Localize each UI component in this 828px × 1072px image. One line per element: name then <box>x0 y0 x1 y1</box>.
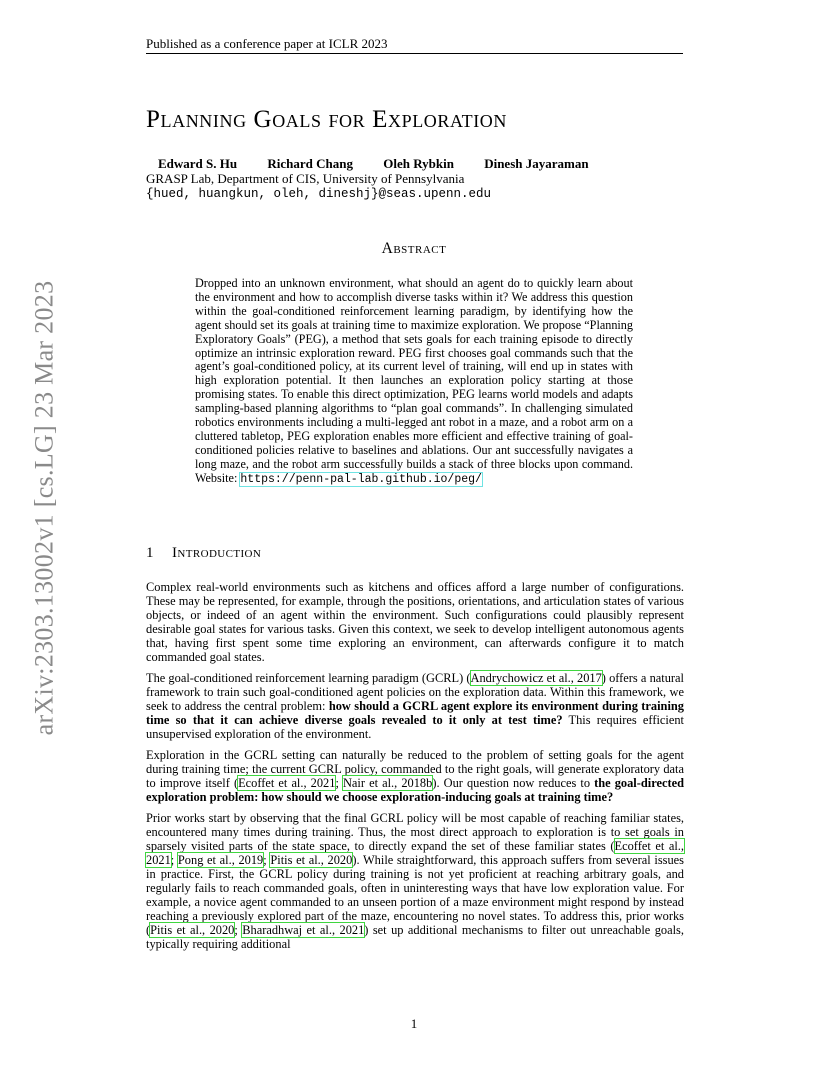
citation-separator: ; <box>335 776 343 790</box>
paragraph-text: ). While straightforward, this approach suffers from several issues in practice. First, the GCRL policy during training is not yet proficient at reaching arbitrary goals, and regularly fails to reach commanded goals, often in uninteresting ways that have low exploration value. For example, a novice agent commanded to an unseen portion of a maze environment might respond by instead reaching a previously explored part of the maze, encountering no novel states. To address this, prior works ( <box>146 853 685 937</box>
paper-title: Planning Goals for Exploration <box>146 106 507 133</box>
paragraph-text: ). Our question now reduces to <box>432 776 595 790</box>
introduction-body <box>146 580 684 958</box>
emphasis-text: how should a GCRL agent explore its environment during training time so that it can achieve diverse goals revealed to it only at test time? <box>146 699 684 727</box>
citation-separator: ; <box>234 923 243 937</box>
paragraph-text: This requires efficient unsupervised exploration of the environment. <box>146 713 684 741</box>
citation-link[interactable]: Pong et al., 2019 <box>177 853 264 867</box>
paragraph-text: Complex real-world environments such as kitchens and offices afford a large number of configurations. These may be represented, for example, through the positions, orientations, and articulation states of various objects, or indeed of an agent within the environment. Such configurations could plausibly represent desirable goal states for various tasks. Given this context, we seek to develop intelligent autonomous agents that, having first spent some time exploring an environment, can afterwards configure it to match commanded goal states. <box>146 580 684 664</box>
abstract-text: Dropped into an unknown environment, what should an agent do to quickly learn about the environment and how to accomplish diverse tasks within it? We address this question within the goal-conditioned reinforcement learning paradigm, by identifying how the agent should set its goals at training time to maximize exploration. We propose “Planning Exploratory Goals” (PEG), a method that sets goals for each training episode to directly optimize an intrinsic exploration reward. PEG first chooses goal commands such that the agent’s goal-conditioned policy, at its current level of training, will end up in states with high exploration potential. It then launches an exploration policy starting at those promising states. To enable this direct optimization, PEG learns world models and adapts sampling-based planning algorithms to “plan goal commands”. In challenging simulated robotics environments including a multi-legged ant robot in a maze, and a robot arm on a cluttered tabletop, PEG exploration enables more efficient and effective training of goal-conditioned policies relative to baselines and ablations. Our ant successfully navigates a long maze, and the robot arm successfully builds a stack of three blocks upon command. Website: <box>195 276 633 485</box>
paragraph <box>146 580 684 664</box>
running-header: Published as a conference paper at ICLR 2023 <box>146 36 388 51</box>
paragraph-text: Prior works start by observing that the final GCRL policy will be most capable of reaching familiar states, encountered many times during training. Thus, the most direct approach to exploration is to set goals in sparsely visited parts of the state space, to directly expand the set of these familiar states ( <box>146 811 684 853</box>
author-name: Dinesh Jayaraman <box>484 156 589 171</box>
affiliation: GRASP Lab, Department of CIS, University of Pennsylvania <box>146 171 465 186</box>
paragraph <box>146 748 684 804</box>
author-emails: {hued, huangkun, oleh, dineshj}@seas.upenn.edu <box>146 187 492 201</box>
citation-link[interactable]: Nair et al., 2018b <box>342 776 433 790</box>
citation-separator: ; <box>170 853 178 867</box>
citation-link[interactable]: Ecoffet et al., 2021 <box>238 776 336 790</box>
author-name: Richard Chang <box>267 156 353 171</box>
citation-link[interactable]: Andrychowicz et al., 2017 <box>470 671 602 685</box>
emphasis-text: the goal-directed exploration problem: how should we choose exploration-inducing goals at training time? <box>146 776 685 804</box>
author-name: Oleh Rybkin <box>383 156 454 171</box>
author-list <box>158 156 616 172</box>
section-number: 1 <box>146 545 154 561</box>
citation-link[interactable]: Pitis et al., 2020 <box>270 853 353 867</box>
page-number: 1 <box>410 1016 418 1031</box>
citation-link[interactable]: Ecoffet et al., 2021 <box>146 839 684 867</box>
arxiv-stamp-text: arXiv:2303.13002v1 [cs.LG] 23 Mar 2023 <box>29 280 58 736</box>
paragraph-text: The goal-conditioned reinforcement learning paradigm (GCRL) ( <box>146 671 471 685</box>
citation-link[interactable]: Bharadhwaj et al., 2021 <box>242 923 365 937</box>
section-heading <box>146 545 261 562</box>
paragraph-text: ) set up additional mechanisms to filter out unreachable goals, typically requiring additional <box>146 923 684 951</box>
citation-separator: ; <box>263 853 271 867</box>
abstract-body <box>195 277 633 487</box>
abstract-heading: Abstract <box>381 240 447 257</box>
header-rule <box>146 53 683 54</box>
arxiv-stamp <box>24 280 64 736</box>
section-title: Introduction <box>172 545 262 561</box>
paragraph-text: Exploration in the GCRL setting can naturally be reduced to the problem of setting goals for the agent during training time; the current GCRL policy, commanded to the right goals, will generate exploratory data to improve itself ( <box>146 748 684 790</box>
paragraph <box>146 671 684 741</box>
paragraph <box>146 811 684 951</box>
paragraph-text: ) offers a natural framework to train such goal-conditioned agent policies on the exploration data. Within this framework, we seek to address the central problem: <box>146 671 684 713</box>
citation-link[interactable]: Pitis et al., 2020 <box>150 923 235 937</box>
author-name: Edward S. Hu <box>158 156 238 171</box>
website-link[interactable]: https://penn-pal-lab.github.io/peg/ <box>240 472 482 486</box>
